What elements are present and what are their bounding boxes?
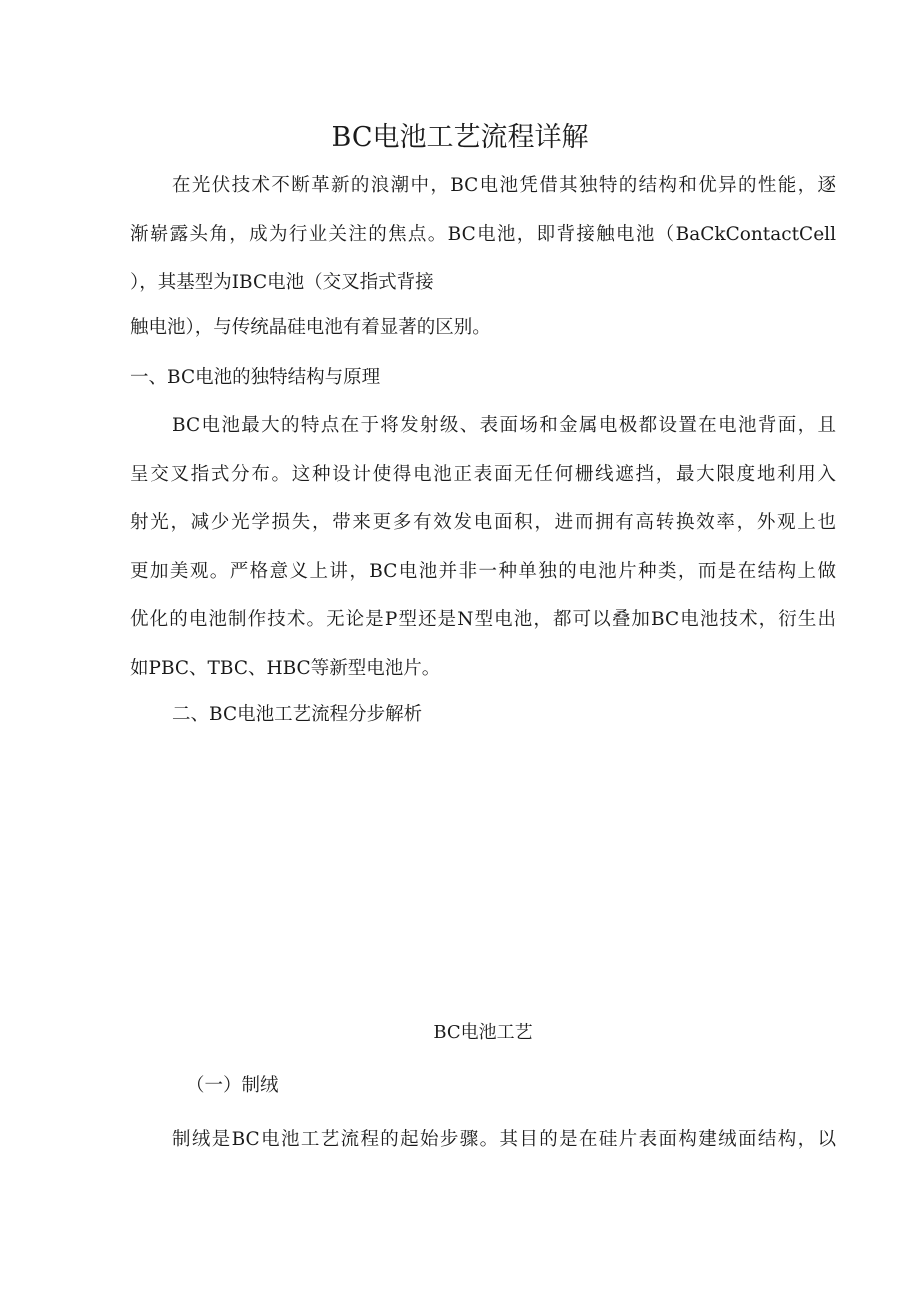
intro-line-3: ），其基型为IBC电池（交叉指式背接	[130, 272, 434, 293]
figure-caption: BC电池工艺	[433, 1022, 533, 1043]
intro-line-1: 在光伏技术不断革新的浪潮中，BC电池凭借其独特的结构和优异的性能，逐	[172, 175, 836, 196]
section-1-heading: 一、BC电池的独特结构与原理	[130, 367, 381, 388]
section-1-paragraph	[130, 402, 836, 693]
section-2-heading: 二、BC电池工艺流程分步解析	[172, 704, 423, 725]
intro-paragraph	[130, 162, 836, 352]
document-title: BC电池工艺流程详解	[331, 122, 589, 153]
section-1-line-4: 更加美观。严格意义上讲，BC电池并非一种单独的电池片种类，而是在结构上做	[130, 560, 836, 582]
intro-line-4: 触电池），与传统晶硅电池有着显著的区别。	[130, 316, 491, 338]
subsection-1-line-1: 制绒是BC电池工艺流程的起始步骤。其目的是在硅片表面构建绒面结构，以	[172, 1129, 836, 1150]
subsection-1-heading: （一）制绒	[186, 1075, 279, 1096]
section-1-line-2: 呈交叉指式分布。这种设计使得电池正表面无任何栅线遮挡，最大限度地利用入	[130, 463, 836, 485]
intro-line-2: 渐崭露头角，成为行业关注的焦点。BC电池，即背接触电池（BaCkContactCell	[130, 223, 836, 245]
section-1-line-3: 射光，减少光学损失，带来更多有效发电面积，进而拥有高转换效率，外观上也	[130, 512, 836, 533]
section-1-line-5: 优化的电池制作技术。无论是P型还是N型电池，都可以叠加BC电池技术，衍生出	[130, 609, 836, 630]
subsection-1-paragraph	[130, 1116, 836, 1165]
section-1-line-6: 如PBC、TBC、HBC等新型电池片。	[130, 657, 441, 679]
section-1-line-1: BC电池最大的特点在于将发射级、表面场和金属电极都设置在电池背面，且	[172, 415, 836, 436]
